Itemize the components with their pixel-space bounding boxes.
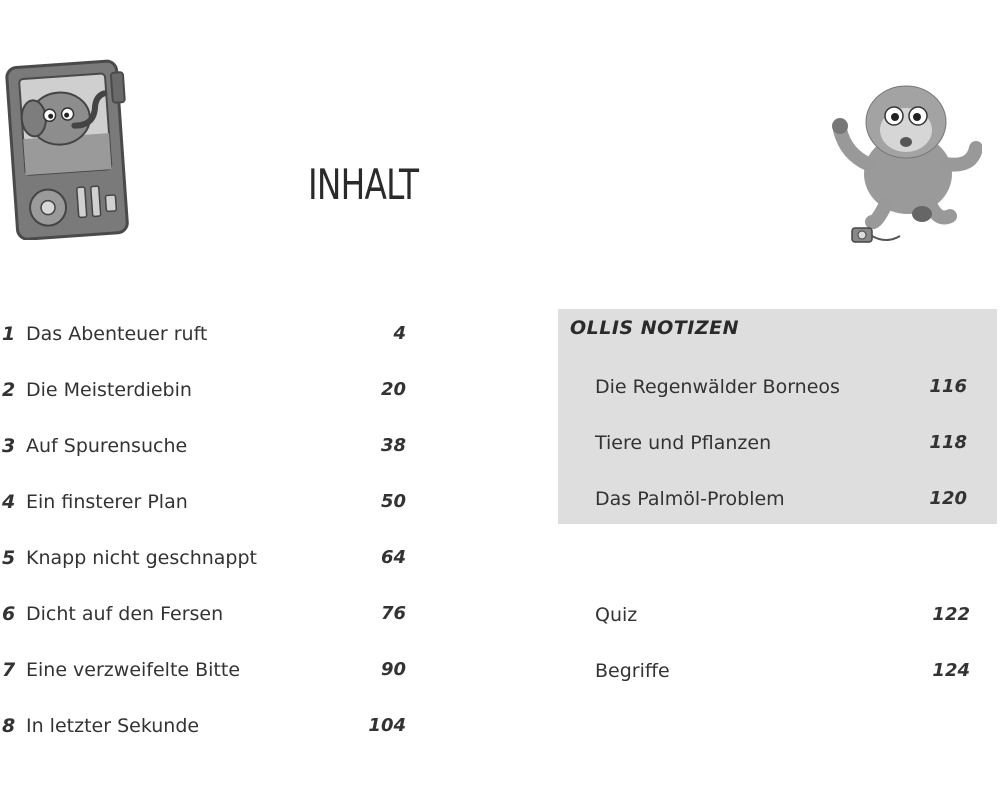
notes-box [558, 309, 997, 524]
note-page: 116 [929, 376, 967, 397]
chapter-number: 3 [2, 435, 16, 457]
note-row [558, 367, 997, 407]
chapter-number: 4 [2, 491, 16, 513]
chapter-page: 76 [380, 603, 406, 624]
extra-row-begriffe [558, 651, 978, 691]
chapter-row [0, 538, 420, 578]
chapter-row [0, 650, 420, 690]
extra-page: 122 [932, 604, 970, 625]
notes-heading: OLLIS NOTIZEN [570, 317, 739, 339]
chapter-page: 90 [380, 659, 406, 680]
note-title: Tiere und Pflanzen [595, 432, 772, 454]
chapter-page: 64 [380, 547, 406, 568]
page-title: INHALT [308, 160, 419, 209]
extra-title: Begriffe [595, 660, 670, 682]
camera-with-elephant-icon [4, 58, 134, 240]
chapter-title: Ein finsterer Plan [26, 491, 188, 513]
chapter-title: In letzter Sekunde [26, 715, 200, 737]
chapter-row [0, 706, 420, 746]
note-row [558, 479, 997, 519]
note-title: Die Regenwälder Borneos [595, 376, 840, 398]
chapter-row [0, 314, 420, 354]
orangutan-icon [826, 64, 982, 254]
note-page: 120 [929, 488, 967, 509]
chapter-title: Eine verzweifelte Bitte [26, 659, 241, 681]
chapter-number: 2 [2, 379, 16, 401]
chapter-row [0, 370, 420, 410]
chapter-title: Auf Spurensuche [26, 435, 188, 457]
chapter-page: 104 [368, 715, 406, 736]
extra-page: 124 [932, 660, 970, 681]
chapter-number: 8 [2, 715, 16, 737]
chapter-number: 6 [2, 603, 16, 625]
chapter-title: Das Abenteuer ruft [26, 323, 208, 345]
chapter-page: 50 [380, 491, 406, 512]
chapter-title: Dicht auf den Fersen [26, 603, 224, 625]
chapter-number: 7 [2, 659, 16, 681]
chapter-title: Knapp nicht geschnappt [26, 547, 257, 569]
chapter-number: 5 [2, 547, 16, 569]
chapter-row [0, 482, 420, 522]
chapter-number: 1 [2, 323, 16, 345]
chapter-row [0, 594, 420, 634]
chapter-row [0, 426, 420, 466]
note-page: 118 [929, 432, 967, 453]
note-row [558, 423, 997, 463]
chapter-page: 4 [393, 323, 406, 344]
chapter-title: Die Meisterdiebin [26, 379, 192, 401]
note-title: Das Palmöl-Problem [595, 488, 785, 510]
extra-title: Quiz [595, 604, 638, 626]
extra-row-quiz [558, 595, 978, 635]
chapter-page: 20 [380, 379, 406, 400]
chapter-page: 38 [380, 435, 406, 456]
